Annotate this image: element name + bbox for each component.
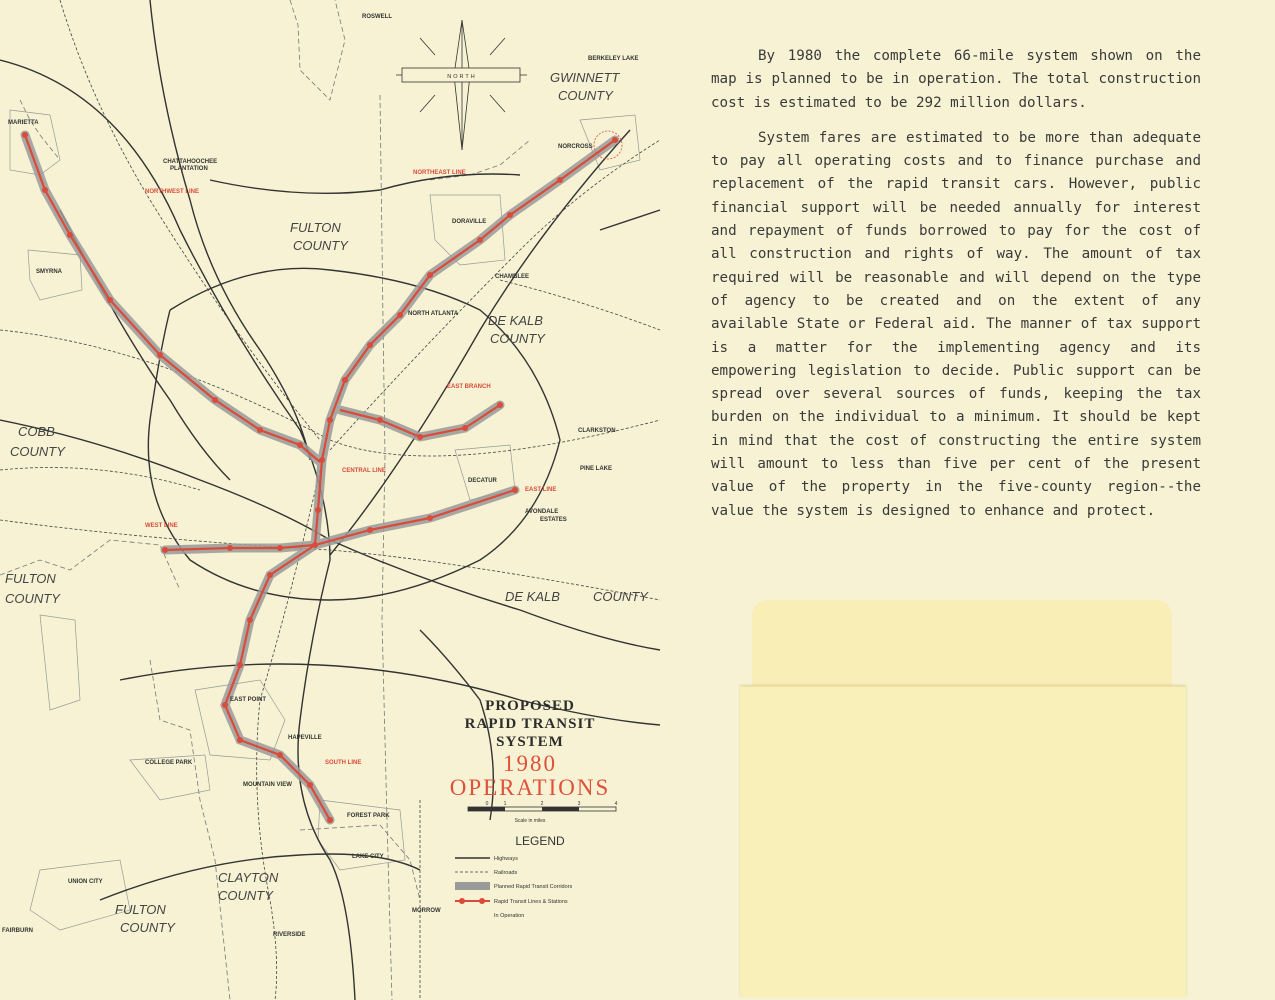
cobb-label: COBB [18, 424, 55, 439]
northwest-line-label: NORTHWEST LINE [145, 189, 199, 195]
map-title [450, 698, 611, 800]
title-line-2: RAPID TRANSIT [464, 716, 596, 732]
fulton-south-county-label: COUNTY [120, 920, 175, 935]
fulton-north-label: FULTON [290, 220, 341, 235]
legend-corridors: Planned Rapid Transit Corridors [494, 884, 573, 890]
clarkston-label: CLARKSTON [578, 428, 616, 434]
dekalb-south-label: DE KALB [505, 589, 560, 604]
clayton-label: CLAYTON [218, 870, 279, 885]
paragraph-2: System fares are estimated to be more than adequate to pay all operating costs and to finance purchase and replacement of the rapid transit cars. However, public financial support will be needed annually for interest and repayment of funds borrowed to pay for the cost of all construction and rights of way. The amount of tax required will be reasonable and will depend on the type of agency to be created and on the extent of any available State or Federal aid. The manner of tax support is a matter for the implementing agency and its empowering legislation to decide. Public support can be spread over several sources of funds, keeping the tax burden on the individual to a minimum. It should be kept in mind that the cost of constructing the entire system will amount to less than five per cent of the present value of the property in the five-county region--the value the system is designed to enhance and protect. [711, 129, 1201, 519]
paragraph-1: By 1980 the complete 66-mile system shown on the map is planned to be in operation. The total construction cost is estimated to be 292 million dollars. [711, 48, 1201, 111]
decatur-label: DECATUR [468, 478, 497, 484]
west-line-label: WEST LINE [145, 523, 178, 529]
scale-tick-1: 1 [503, 801, 507, 807]
north-atlanta-label: NORTH ATLANTA [408, 311, 459, 317]
east-branch-label: EAST BRANCH [447, 384, 491, 390]
fulton-south-label: FULTON [115, 902, 166, 917]
legend-lines-stations: Rapid Transit Lines & Stations [494, 899, 568, 905]
scale-tick-0: 0 [485, 801, 489, 807]
south-line-label: SOUTH LINE [325, 760, 362, 766]
compass-label: NORTH [447, 74, 477, 80]
fulton-west-label: FULTON [5, 571, 56, 586]
title-operations: OPERATIONS [449, 775, 611, 800]
mountain-view-label: MOUNTAIN VIEW [243, 782, 292, 788]
title-line-1: PROPOSED [485, 698, 575, 714]
estates-label: ESTATES [540, 517, 567, 523]
chattahoochee-label: CHATTAHOOCHEE [163, 159, 218, 165]
title-year: 1980 [503, 751, 557, 776]
college-park-label: COLLEGE PARK [145, 760, 193, 766]
central-line-label: CENTRAL LINE [342, 468, 386, 474]
compass-rose [396, 20, 527, 150]
berkeley-lake-label: BERKELEY LAKE [588, 56, 639, 62]
title-line-3: SYSTEM [496, 734, 564, 750]
east-line-label: EAST LINE [525, 487, 557, 493]
morrow-label: MORROW [412, 908, 441, 914]
fairburn-label: FAIRBURN [2, 928, 33, 934]
dekalb-north-label: DE KALB [488, 313, 543, 328]
scale-tick-2: 2 [540, 801, 544, 807]
county-labels [5, 70, 649, 935]
line-labels [145, 170, 559, 766]
lake-city-label: LAKE CITY [352, 854, 384, 860]
description-text [711, 45, 1201, 535]
hapeville-label: HAPEVILLE [288, 735, 322, 741]
dekalb-south-county-label: COUNTY [593, 589, 648, 604]
pine-lake-label: PINE LAKE [580, 466, 613, 472]
dekalb-north-county-label: COUNTY [490, 331, 545, 346]
plantation-label: PLANTATION [170, 166, 208, 172]
riverside-label: RIVERSIDE [273, 932, 306, 938]
marietta-label: MARIETTA [8, 120, 39, 126]
northeast-line-label: NORTHEAST LINE [413, 170, 466, 176]
doraville-label: DORAVILLE [452, 219, 487, 225]
scale-caption: Scale in miles [514, 818, 546, 824]
smyrna-label: SMYRNA [36, 269, 63, 275]
norcross-label: NORCROSS [558, 144, 593, 150]
legend-title: LEGEND [515, 834, 565, 848]
gwinnett-county-label: COUNTY [558, 88, 613, 103]
avondale-label: AVONDALE [525, 509, 559, 515]
legend [455, 834, 573, 919]
roswell-label: ROSWELL [362, 14, 392, 20]
legend-in-operation: In Operation [494, 913, 525, 919]
envelope-pocket[interactable] [740, 686, 1186, 997]
clayton-county-label: COUNTY [218, 888, 273, 903]
fulton-north-county-label: COUNTY [293, 238, 348, 253]
legend-railroads: Railroads [494, 870, 518, 876]
gwinnett-label: GWINNETT [550, 70, 620, 85]
legend-highways: Highways [494, 856, 518, 862]
east-point-label: EAST POINT [230, 697, 267, 703]
fulton-west-county-label: COUNTY [5, 591, 60, 606]
scale-tick-4: 4 [614, 801, 618, 807]
forest-park-label: FOREST PARK [347, 813, 390, 819]
union-city-label: UNION CITY [68, 879, 103, 885]
county-boundaries [0, 0, 530, 1000]
chamblee-label: CHAMBLEE [495, 274, 529, 280]
scale-tick-3: 3 [577, 801, 581, 807]
cobb-county-label: COUNTY [10, 444, 65, 459]
